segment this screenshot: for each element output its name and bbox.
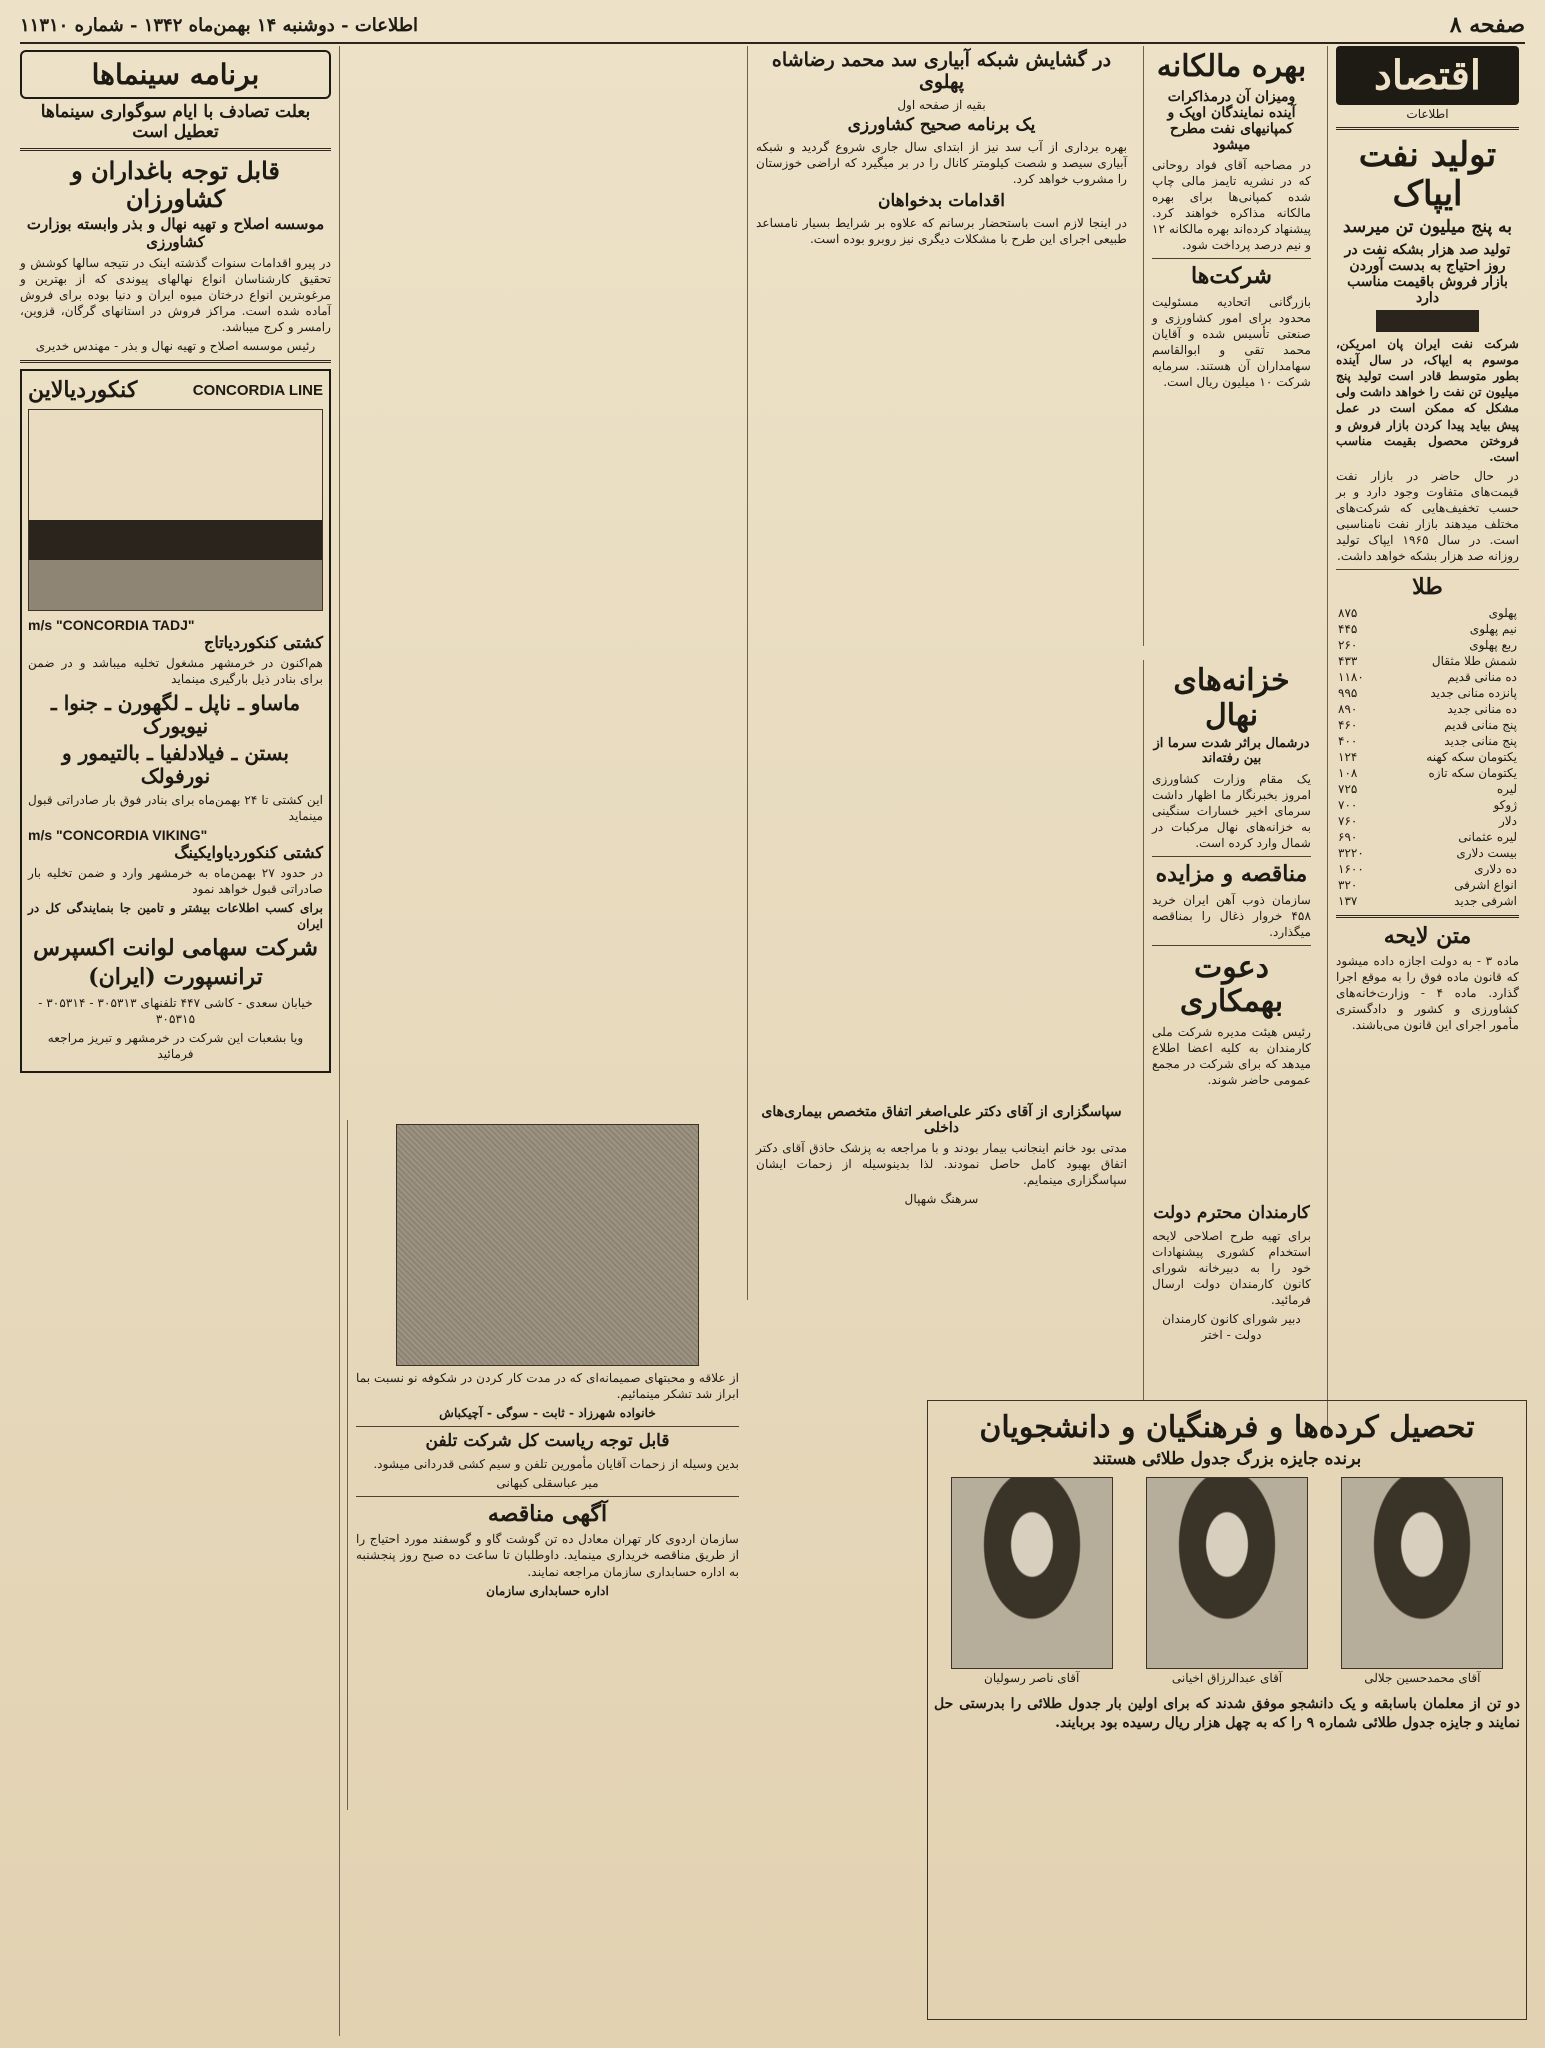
student-name-1: آقای محمدحسین جلالی [1364,1671,1481,1686]
gold-item-name: یکتومان سکه کهنه [1426,749,1517,764]
ship2-note: در حدود ۲۷ بهمن‌ماه به خرمشهر وارد و ضمن تخلیه بار صادراتی قبول خواهد نمود [28,865,323,896]
gold-item-name: ده دلاری [1474,861,1517,876]
companies-body: بازرگانی اتحادیه مسئولیت محدود برای امور کشاورزی و صنعتی تأسیس شده و آقایان محمد تقی و ابوالقاسم سهامداران آن هستند. سرمایه شرکت ۱۰ میلیون ریال است. [1152,294,1311,390]
ship-illustration [28,409,323,611]
route-intro: هم‌اکنون در خرمشهر مشغول تخلیه میباشد و در ضمن برای بنادر ذیل بارگیری مینماید [28,656,323,687]
gold-row [1336,733,1519,749]
page-masthead [20,8,1525,44]
staff-sign: دبیر شورای کانون کارمندان دولت - اختر [1162,1312,1301,1343]
oil-subhead-2: تولید صد هزار بشکه نفت در روز احتیاج به بدست آوردن بازار فروش باقیمت مناسب دارد [1344,241,1511,307]
irrigation-body: بهره برداری از آب سد نیز از ابتدای سال جاری شروع گردید و شبکه آبیاری سیصد و شصت کیلومتر کانال را در بر میگیرد که اراضی خوزستان را مشروب خواهد کرد. [756,140,1127,187]
gold-row [1336,845,1519,861]
cinema-notice: بعلت تصادف با ایام سوگواری سینماها تعطیل است [40,102,311,142]
students-block [927,1400,1527,2020]
gold-item-name: ده منانی قدیم [1447,669,1517,684]
royalty-subhead: ومیزان آن درمذاکرات آینده نمایندگان اوپک و کمپانیهای نفت مطرح میشود [1167,88,1296,153]
gold-row [1336,685,1519,701]
law-title: متن لایحه [1383,922,1472,949]
staff-block [1143,1200,1319,1400]
gold-item-name: یکتومان سکه تازه [1428,765,1517,780]
gold-row [1336,717,1519,733]
cooperation-title: دعوت بهمکاری [1179,949,1284,1020]
students-title: تحصیل کرده‌ها و فرهنگیان و دانشجویان [979,1410,1475,1445]
gold-row [1336,621,1519,637]
students-photos [934,1477,1520,1687]
thanks-body: مدتی بود خانم اینجانب بیمار بودند و با مراجعه به پزشک حاذق آقای دکتر اتفاق بهبود کامل حاصل نمودند. لذا بدینوسیله از زحمات ایشان سپاسگزاری مینمایم. [756,1141,1127,1188]
logo-sub: اطلاعات [1406,107,1449,121]
gold-item-price: ۴۶۰ [1338,717,1358,732]
gold-row [1336,765,1519,781]
telephone-sign: میر عباسقلی کبهانی [496,1475,599,1490]
gardeners-sign: رئیس موسسه اصلاح و تهیه نهال و بذر - مهندس خدیری [35,339,316,354]
gold-item-price: ۷۲۵ [1338,781,1358,796]
irrigation-section: اقدامات بدخواهان [877,190,1005,211]
law-body: ماده ۳ - به دولت اجازه داده میشود که قانون ماده فوق را به موقع اجرا گذارد. ماده ۴ - وزارت‌خانه‌های کشاورزی و کشور و دادگستری مأمور اجرای این قانون می‌باشند. [1336,954,1519,1033]
gold-item-name: ده منانی جدید [1447,701,1517,716]
company-footer: ویا بشعبات این شرکت در خرمشهر و تبریز مراجعه فرمائید [47,1030,304,1061]
thanks-sign: سرهنگ شهپال [904,1192,979,1207]
notices-column [1143,660,1319,1200]
gold-item-price: ۱۰۸ [1338,765,1358,780]
telephone-title: قابل توجه ریاست کل شرکت تلفن [425,1431,670,1452]
tender-title: آگهی مناقصه [487,1501,608,1528]
gardeners-title: قابل توجه باغداران و کشاورزان [71,156,280,213]
gold-row [1336,605,1519,621]
auction-body: سازمان ذوب آهن ایران خرید ۴۵۸ خروار ذغال را بمناقصه میگذارد. [1152,892,1311,939]
gardeners-sub: موسسه اصلاح و تهیه نهال و بذر وابسته بوزارت کشاورزی [26,215,325,251]
economy-column [1327,46,1527,1436]
gold-item-name: اشرفی جدید [1454,893,1517,908]
cinema-title: برنامه سینماها [20,50,331,99]
route-2: بستن ـ فیلادلفیا ـ بالتیمور و نورفولک [61,740,289,788]
gold-item-price: ۸۷۵ [1338,605,1358,620]
gold-item-price: ۷۶۰ [1338,813,1358,828]
wedding-and-thanks [756,1100,1127,1211]
gold-row [1336,637,1519,653]
students-subtitle: برنده جایزه بزرگ جدول طلائی هستند [1092,1448,1362,1469]
student-photo-2 [1146,1477,1308,1669]
gold-item-price: ۱۲۴ [1338,749,1358,764]
gold-item-name: لیره عثمانی [1458,829,1517,844]
gold-row [1336,749,1519,765]
gold-item-price: ۳۲۲۰ [1338,845,1364,860]
oil-headline: تولید نفت ایپاک [1358,135,1497,215]
gold-row [1336,781,1519,797]
auction-title: مناقصه و مزایده [1155,861,1308,888]
gold-item-name: دلار [1499,813,1517,828]
gold-item-price: ۹۹۵ [1338,685,1358,700]
gold-row [1336,653,1519,669]
company-2: ترانسپورت (ایران) [88,964,263,991]
gold-item-name: لیره [1496,781,1517,796]
continued-label: بقیه از صفحه اول [897,97,986,112]
royalty-column [1143,46,1319,646]
gold-title: طلا [1412,574,1443,601]
gold-item-name: پانزده منانی جدید [1430,685,1517,700]
contact-line: برای کسب اطلاعات بیشتر و تامین جا بنمایندگی کل در ایران [28,900,323,931]
companies-title: شرکت‌ها [1191,263,1272,290]
tender-sign: اداره حسابداری سازمان [486,1583,609,1598]
student-photo-1 [1341,1477,1503,1669]
concordia-persian: کنکوردیالاین [28,377,138,404]
economy-logo: اقتصاد [1336,46,1519,105]
page-number: صفحه ۸ [1449,12,1525,38]
gold-item-name: پنج منانی قدیم [1444,717,1517,732]
gold-row [1336,701,1519,717]
wedding-family: خانواده شهرزاد - ثابت - سوگی - آچیکباش [439,1406,656,1421]
royalty-headline: بهره مالکانه [1156,49,1307,84]
student-name-3: آقای ناصر رسولیان [984,1671,1080,1686]
gold-item-price: ۲۶۰ [1338,637,1358,652]
student-photo-3 [951,1477,1113,1669]
company-address: خیابان سعدی - کاشی ۴۴۷ تلفنهای ۳۰۵۳۱۳ - ۳۰۵۳۱۴ - ۳۰۵۳۱۵ [38,995,313,1026]
ship2-latin: m/s "CONCORDIA VIKING" [28,826,208,843]
gold-row [1336,813,1519,829]
gold-row [1336,861,1519,877]
irrigation-subhead: یک برنامه صحیح کشاورزی [847,114,1036,135]
route-note: این کشتی تا ۲۴ بهمن‌ماه برای بنادر فوق بار صادراتی قبول مینماید [28,792,323,823]
telephone-body: بدین وسیله از زحمات آقایان مأمورین تلفن و سیم کشی قدردانی میشود. [373,1456,739,1471]
gold-item-name: بیست دلاری [1456,845,1517,860]
cooperation-body: رئیس هیئت مدیره شرکت ملی کارمندان به کلیه اعضا اطلاع میدهد که برای شرکت در مجمع عمومی حاضر شوند. [1152,1024,1311,1088]
gold-row [1336,829,1519,845]
gold-item-name: ژوکو [1493,797,1517,812]
gardeners-body: در پیرو اقدامات سنوات گذشته اینک در نتیجه سالها کوشش و تحقیق کارشناسان انواع نهالهای پیوندی که از بهترین و مرغوبترین انواع درختان میوه ایران و دنیا بوده برای فروش آماده شده است. مراکز فروش در استانهای گرگان، قزوین، رامسر و کرج میباشد. [20,255,331,335]
wedding-caption: از علاقه و محبتهای صمیمانه‌ای که در مدت کار کردن در شکوفه نو نسبت بما ابراز شد تشکر مینمائیم. [356,1371,739,1402]
gold-row [1336,893,1519,909]
irrigation-column [747,46,1135,1136]
route-1: ماساو ـ ناپل ـ لگهورن ـ جنوا ـ نیویورک [50,690,301,738]
gold-row [1336,797,1519,813]
staff-body: برای تهیه طرح اصلاحی لایحه استخدام کشوری پیشنهادات خود را به دبیرخانه شورای کانون کارمندان دولت ارسال فرمائید. [1152,1228,1311,1307]
concordia-ad [20,369,331,1073]
issue-line: اطلاعات - دوشنبه ۱۴ بهمن‌ماه ۱۳۴۲ - شماره ۱۱۳۱۰ [20,14,419,36]
nursery-title: خزانه‌های نهال [1173,663,1290,733]
irrigation-headline: در گشایش شبکه آبیاری سد محمد رضاشاه پهلوی [771,49,1112,93]
irrigation-body-2: در اینجا لازم است باستحضار برسانم که علاوه بر شرایط بسیار نامساعد طبیعی اجرای این طرح با مشکلات دیگری نیز روبرو بوده است. [756,216,1127,247]
gold-item-price: ۶۹۰ [1338,829,1358,844]
gold-item-price: ۸۹۰ [1338,701,1358,716]
ship2-fa: کشتی کنکوردیاوایکینگ [174,842,323,862]
gold-item-name: ربع پهلوی [1469,637,1517,652]
oil-subhead: به پنج میلیون تن میرسد [1342,217,1513,238]
thanks-title: سپاسگزاری از آقای دکتر علی‌اصغر اتفاق متخصص بیماری‌های داخلی [761,1104,1122,1137]
nursery-subhead: درشمال براثر شدت سرما از بین رفته‌اند [1153,736,1310,766]
gold-item-name: انواع اشرفی [1454,877,1517,892]
nursery-body: یک مقام وزارت کشاورزی امروز بخبرنگار ما اظهار داشت سرمای اخیر خسارات سنگینی به خزانه‌های نهال مرکبات در شمال وارد کرده است. [1152,771,1311,851]
wedding-block [347,1120,747,1810]
student-name-2: آقای عبدالرزاق اخیانی [1171,1671,1283,1686]
tender-body: سازمان اردوی کار تهران معادل ده تن گوشت گاو و گوسفند مورد احتیاج را از طریق مناقصه خریداری مینماید. داوطلبان تا ساعت ده صبح روز پنجشنبه به اداره حسابداری سازمان مراجعه نمایند. [356,1532,739,1579]
gold-item-price: ۴۰۰ [1338,733,1358,748]
gold-item-name: شمش طلا مثقال [1431,653,1517,668]
gold-price-table [1336,605,1519,909]
gold-item-price: ۱۶۰۰ [1338,861,1364,876]
gold-item-name: پنج منانی جدید [1444,733,1517,748]
couple-photo [396,1124,699,1366]
oil-lead: شرکت نفت ایران پان امریکن، موسوم به ایپاک، در سال آینده بطور متوسط قادر است تولید پنج میلیون تن نفت را خواهد داشت ولی مشکل که ممکن است در عمل پیش بیاید پیدا کردن بازار فروش و فروختن محصول بقیمت مناسب است. [1336,337,1519,464]
left-column [12,46,340,2036]
gold-item-price: ۳۲۰ [1338,877,1358,892]
black-bar [1376,310,1479,332]
ship1-fa: کشتی کنکوردیاتاج [203,633,323,653]
royalty-body: در مصاحبه آقای فواد روحانی که در نشریه تایمز مالی چاپ شده کمپانی‌ها برای بهره مالکانه مذاکره خواهند کرد. پیشنهاد کرده‌اند بهره مالکانه ۱۲ و نیم درصد پرداخت شود. [1152,157,1311,253]
company-1: شرکت سهامی لوانت اکسپرس [33,935,318,962]
gold-item-price: ۷۰۰ [1338,797,1358,812]
gold-item-name: نیم پهلوی [1469,621,1517,636]
staff-title: کارمندان محترم دولت [1153,1203,1310,1223]
gold-row [1336,669,1519,685]
oil-body: در حال حاضر در بازار نفت قیمت‌های متفاوت وجود دارد و بر حسب تخفیف‌هایی که شرکت‌های مختلف میدهند بازار نفت نامناسبی است. در سال ۱۹۶۵ ایپاک تولید روزانه صد هزار بشکه خواهد داشت. [1336,468,1520,564]
thanks-block [747,1100,1135,1300]
gold-item-price: ۴۴۵ [1338,621,1358,636]
ship1-latin: m/s "CONCORDIA TADJ" [28,617,195,634]
gold-item-price: ۱۳۷ [1338,893,1358,908]
concordia-latin: CONCORDIA LINE [192,381,323,399]
gold-row [1336,877,1519,893]
gold-item-price: ۱۱۸۰ [1338,669,1364,684]
gold-item-name: پهلوی [1488,605,1517,620]
students-body: دو تن از معلمان باسابقه و یک دانشجو موفق شدند که برای اولین بار جدول طلائی را بدرستی حل نمایند و جایزه جدول طلائی شماره ۹ را که به چهل هزار ریال رسیده بود بربایند. [934,1696,1520,1731]
gold-item-price: ۴۳۳ [1338,653,1358,668]
